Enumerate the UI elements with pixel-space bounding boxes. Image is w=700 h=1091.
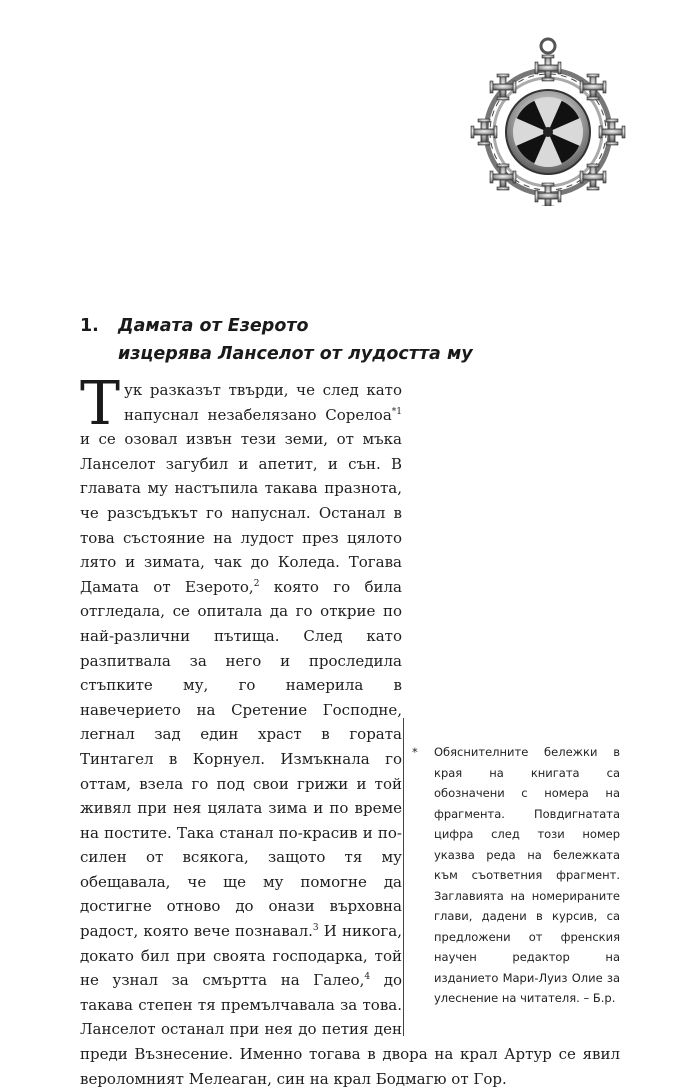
chapter-number: 1. bbox=[80, 316, 99, 336]
footnote-marker: * bbox=[412, 745, 418, 759]
text-segment-2: и се озовал извън тези земи, от мъка Ланселот загубил и апетит, и сън. В главата му настъпила такава празнота, че разсъдъкът го напуснал. Останал в това състояние на лудост през цялото лято и зимата, чак до Коледа. Тогава Дамата от Езерото, bbox=[80, 430, 402, 596]
chapter-title-line2: изцерява Ланселот от лудостта му bbox=[118, 344, 473, 364]
footnote-rule bbox=[403, 718, 404, 1036]
footnote-ref-1: *1 bbox=[391, 406, 402, 417]
footnote-text: Обяснителните бележки в края на книгата са обозначени с номера на фрагмента. Повдигнатата цифра след този номер указва реда на бележката към съответния фрагмент. Заглавията на номерираните глави, дадени в курсив, са предложени от френския научен редактор на изданието Мари-Луиз Олие за улеснение на читателя. – Б.р. bbox=[434, 745, 620, 1005]
text-segment-4: И никога, докато бил при своята господарка, той не узнал за смъртта на Галео, bbox=[80, 922, 403, 990]
text-segment-3: която го била отгледала, се опитала да го открие по най-различни пътища. След като разпитвала за него и проследила стъпките му, го намерила в навечерието на Сретение Господне, легнал зад един храст в гората Тинтагел в Корнуел. Измъкнала го оттам, взела го под свои грижи и той живял при нея цялата зима и по време на постите. Така станал по-красив и по-силен от всякога, защото тя му обещавала, че ще му помогне да достигне отново до онази върховна радост, която вече познавал. bbox=[80, 577, 402, 941]
footnote bbox=[412, 742, 620, 1009]
text-segment-5: до такава степен тя премълчавала за това. Ланселот останал при нея до петия ден преди Възнесение. Именно тогава в двора на крал Артур се явил вероломният Мелеаган, син на крал Бодмагю от Гор. bbox=[80, 971, 620, 1088]
chapter-title bbox=[118, 312, 473, 368]
footnote-ref-3: 3 bbox=[312, 923, 319, 934]
footnote-ref-2: 2 bbox=[253, 578, 260, 589]
chapter-title-line1: Дамата от Езерото bbox=[118, 316, 309, 336]
drop-cap: Т bbox=[80, 369, 121, 439]
cross-pendant-ornament-icon bbox=[464, 34, 632, 206]
footnote-ref-4: 4 bbox=[364, 972, 371, 983]
text-segment-1: ук разказът твърди, че след като напуснал незабелязано Сорелоа bbox=[124, 381, 402, 424]
